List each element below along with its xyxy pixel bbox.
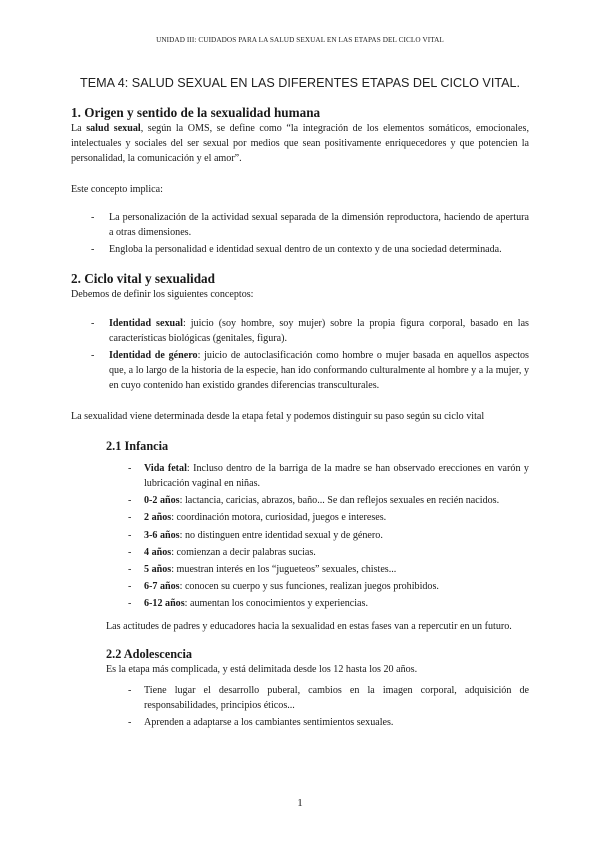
bold-term: 4 años — [144, 546, 172, 558]
dash-bullet: - — [128, 564, 132, 576]
dash-bullet: - — [128, 529, 132, 541]
dash-bullet: - — [128, 717, 132, 729]
list-item-text: : coordinación motora, curiosidad, juegos e intereses. — [171, 512, 387, 524]
bold-term: 3-6 años — [144, 529, 180, 541]
bold-term: 5 años — [144, 564, 172, 576]
list-item-text: : juicio de autoclasificación como hombre o mujer basada en aquellos aspectos que, a lo largo de la historia de la especie, han ido conformando culturalmente al hombre y a la mujer, y en cuyo contenido han existido grandes diferencias transculturales. — [109, 350, 529, 392]
dash-bullet: - — [128, 512, 132, 524]
section-2-1-list — [106, 461, 529, 612]
bold-term: 6-12 años — [144, 598, 185, 610]
list-item — [71, 242, 529, 257]
list-item — [71, 348, 529, 394]
list-item — [106, 545, 529, 560]
section-2-1 — [106, 438, 529, 731]
list-item — [106, 596, 529, 611]
document-title: TEMA 4: SALUD SEXUAL EN LAS DIFERENTES ETAPAS DEL CICLO VITAL. — [80, 76, 520, 90]
section-2-1-closing: Las actitudes de padres y educadores hacia la sexualidad en estas fases van a repercutir en un futuro. — [106, 620, 512, 632]
dash-bullet: - — [128, 462, 132, 474]
section-1-paragraph — [71, 121, 529, 167]
list-item — [106, 579, 529, 594]
dash-bullet: - — [91, 350, 95, 362]
text-span: La — [71, 123, 87, 134]
list-item-text: : aumentan los conocimientos y experiencias. — [184, 598, 368, 610]
list-item-text: : no distinguen entre identidad sexual y de género. — [179, 529, 383, 541]
list-item — [106, 683, 529, 713]
bold-term: 0-2 años — [144, 495, 180, 507]
document-body — [71, 104, 529, 731]
bold-term: 6-7 años — [144, 581, 180, 593]
dash-bullet: - — [91, 244, 95, 256]
list-item-text: : comienzan a decir palabras sucias. — [171, 546, 316, 558]
bold-term: 2 años — [144, 512, 172, 524]
section-2-heading: 2. Ciclo vital y sexualidad — [71, 271, 215, 287]
dash-bullet: - — [91, 317, 95, 329]
list-item-text: Tiene lugar el desarrollo puberal, cambios en la imagen corporal, adquisición de responsabilidades, principios éticos... — [144, 685, 529, 712]
section-2-1-heading: 2.1 Infancia — [106, 438, 169, 453]
running-header: UNIDAD III: CUIDADOS PARA LA SALUD SEXUAL EN LAS ETAPAS DEL CICLO VITAL — [156, 36, 444, 44]
list-item — [106, 715, 529, 730]
list-item — [106, 493, 529, 508]
dash-bullet: - — [128, 546, 132, 558]
section-2-2-heading: 2.2 Adolescencia — [106, 646, 193, 661]
list-item-text: Engloba la personalidad e identidad sexual dentro de un contexto y de una sociedad determinada. — [109, 244, 502, 256]
list-item — [71, 210, 529, 240]
section-2-2-list — [106, 683, 529, 731]
list-item-text: : lactancia, caricias, abrazos, baño... Se dan reflejos sexuales en recién nacidos. — [179, 495, 500, 507]
dash-bullet: - — [128, 685, 132, 697]
dash-bullet: - — [128, 495, 132, 507]
list-item — [106, 510, 529, 525]
section-2-intro: Debemos de definir los siguientes conceptos: — [71, 289, 254, 301]
list-item — [106, 562, 529, 577]
section-1-list — [71, 210, 529, 258]
list-item — [106, 461, 529, 491]
list-item-text: : juicio (soy hombre, soy mujer) sobre la propia figura corporal, basado en las características biológicas (genitales, figura). — [109, 317, 529, 344]
bold-term: salud sexual — [86, 123, 141, 134]
bold-term: Vida fetal — [144, 462, 187, 474]
bold-term: Identidad sexual — [109, 317, 183, 329]
page-number: 1 — [297, 797, 303, 809]
dash-bullet: - — [91, 211, 95, 223]
list-item-text: : muestran interés en los “jugueteos” sexuales, chistes... — [171, 564, 397, 576]
section-1-heading: 1. Origen y sentido de la sexualidad humana — [71, 105, 321, 120]
section-2-list — [71, 316, 529, 394]
list-item — [106, 528, 529, 543]
list-item-text: Aprenden a adaptarse a los cambiantes sentimientos sexuales. — [144, 717, 394, 729]
dash-bullet: - — [128, 581, 132, 593]
text-span: , según la OMS, se define como “la integración de los elementos somáticos, emocionales, intelectuales y sociales del ser sexual por medios que sean positivamente enriquecedores y que potencien la personalidad, la comunicación y el amor”. — [71, 123, 529, 165]
list-item-text: : Incluso dentro de la barriga de la madre se han observado erecciones en varón y lubricación vaginal en niñas. — [144, 462, 529, 490]
list-item — [71, 316, 529, 346]
bold-term: Identidad de género — [109, 350, 198, 362]
list-item-text: La personalización de la actividad sexual separada de la dimensión reproductora, haciendo de apertura a otras dimensiones. — [109, 211, 529, 239]
section-2-2-intro: Es la etapa más complicada, y está delimitada desde los 12 hasta los 20 años. — [106, 663, 418, 675]
section-1-lead: Este concepto implica: — [71, 183, 163, 195]
section-2-closing: La sexualidad viene determinada desde la etapa fetal y podemos distinguir su paso según su ciclo vital — [71, 410, 485, 422]
dash-bullet: - — [128, 598, 132, 610]
list-item-text: : conocen su cuerpo y sus funciones, realizan juegos prohibidos. — [179, 581, 439, 593]
